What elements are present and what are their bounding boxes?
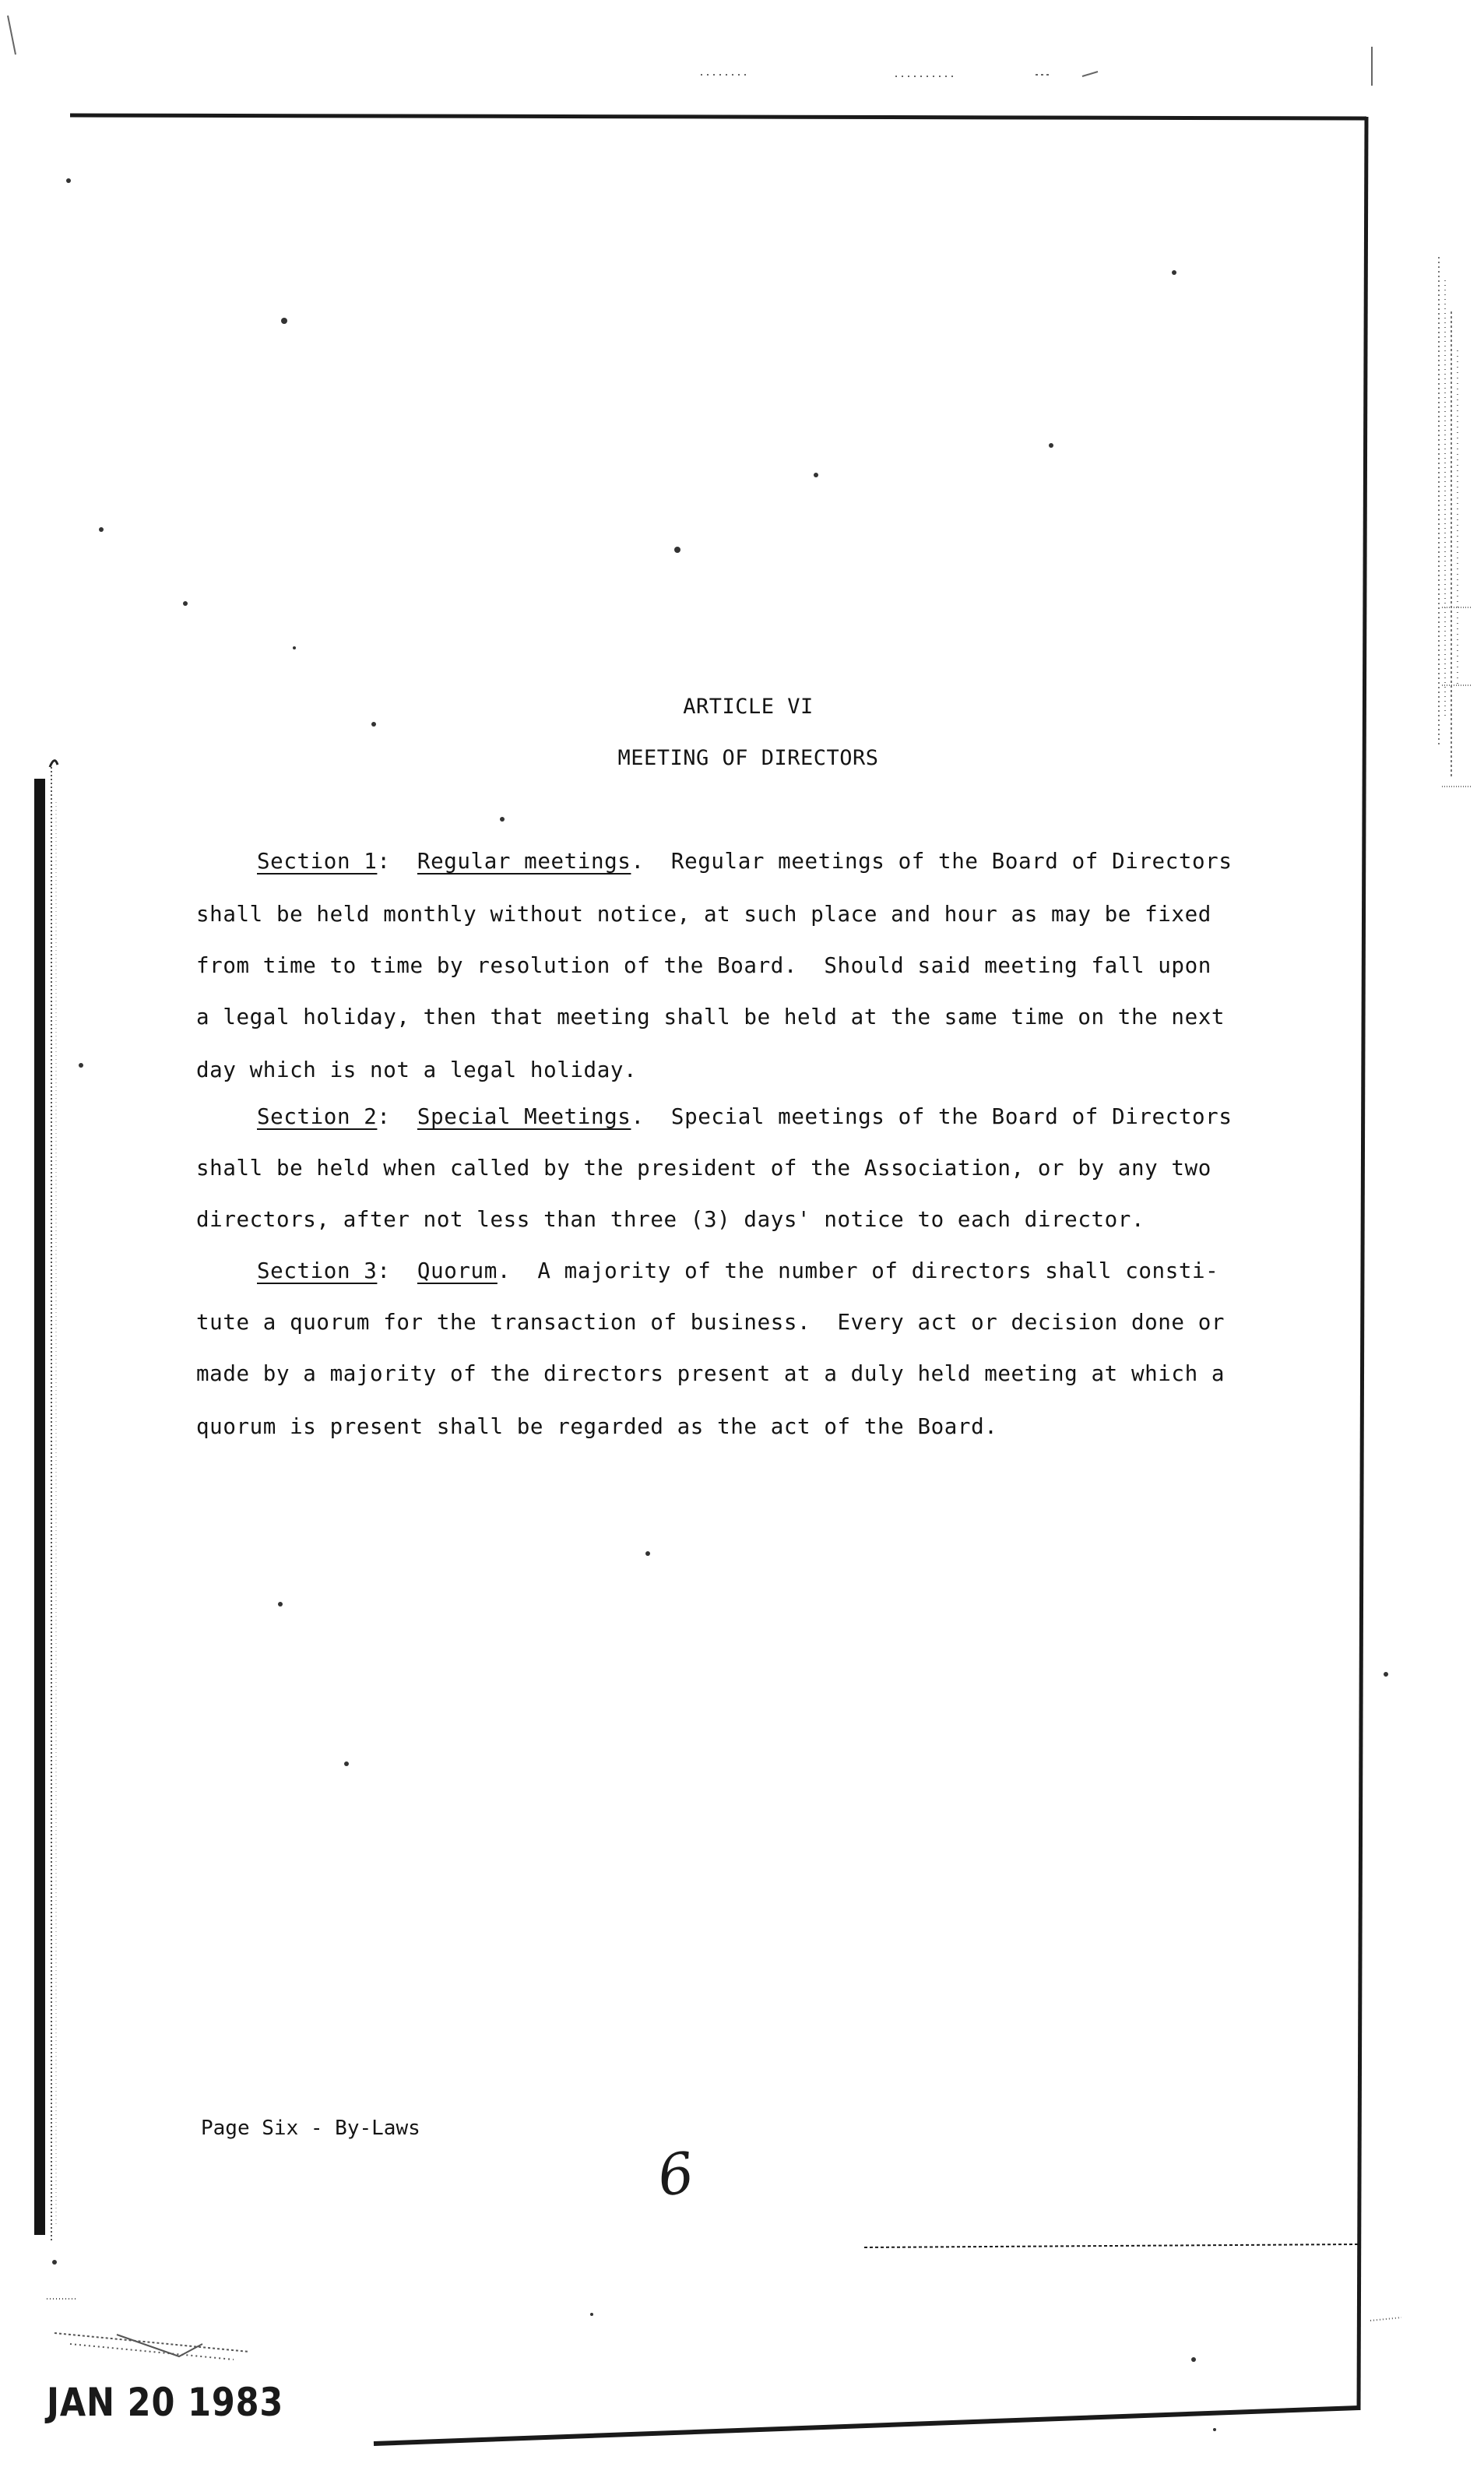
section-1-title: Regular meetings (417, 849, 631, 874)
section-2-lead: . Special meetings of the Board of Directors (631, 1104, 1233, 1129)
left-binding-bar (34, 761, 58, 2243)
article-title: ARTICLE VI (683, 695, 814, 719)
section-2-line: directors, after not less than three (3) days' notice to each director. (196, 1207, 1145, 1232)
section-3-first-line (257, 1258, 1218, 1283)
section-2-label: Section 2 (257, 1104, 378, 1129)
date-stamp: JAN 20 1983 (47, 2380, 284, 2425)
section-3-line: quorum is present shall be regarded as the act of the Board. (196, 1414, 998, 1439)
section-3-lead: . A majority of the number of directors shall consti- (497, 1258, 1219, 1283)
section-1-first-line (257, 849, 1232, 874)
bottom-left-smudge (47, 2299, 1401, 2360)
section-1-label: Section 1 (257, 849, 378, 874)
section-2-sep: : (377, 1104, 391, 1129)
section-2-line: shall be held when called by the president of the Association, or by any two (196, 1156, 1211, 1181)
section-3-line: tute a quorum for the transaction of business. Every act or decision done or (196, 1310, 1226, 1335)
section-1-line: a legal holiday, then that meeting shall be held at the same time on the next (196, 1005, 1226, 1029)
top-edge-noise (8, 16, 1372, 86)
section-3-line: made by a majority of the directors present at a duly held meeting at which a (196, 1361, 1226, 1386)
section-1-sep: : (377, 849, 391, 874)
section-2-first-line (257, 1104, 1232, 1129)
handwritten-page-number: 6 (653, 2139, 698, 2209)
article-subtitle: MEETING OF DIRECTORS (617, 746, 879, 770)
section-2-title: Special Meetings (417, 1104, 631, 1129)
section-1-line: day which is not a legal holiday. (196, 1058, 638, 1082)
section-1-line: shall be held monthly without notice, at such place and hour as may be fixed (196, 902, 1211, 927)
section-3-title: Quorum (417, 1258, 498, 1283)
section-1-line: from time to time by resolution of the Board. Should said meeting fall upon (196, 953, 1211, 978)
section-1-lead: . Regular meetings of the Board of Directors (631, 849, 1233, 874)
scan-specks (52, 178, 1388, 2431)
section-3-sep: : (377, 1258, 391, 1283)
page-footer-label: Page Six - By-Laws (201, 2117, 420, 2140)
section-3-label: Section 3 (257, 1258, 378, 1283)
